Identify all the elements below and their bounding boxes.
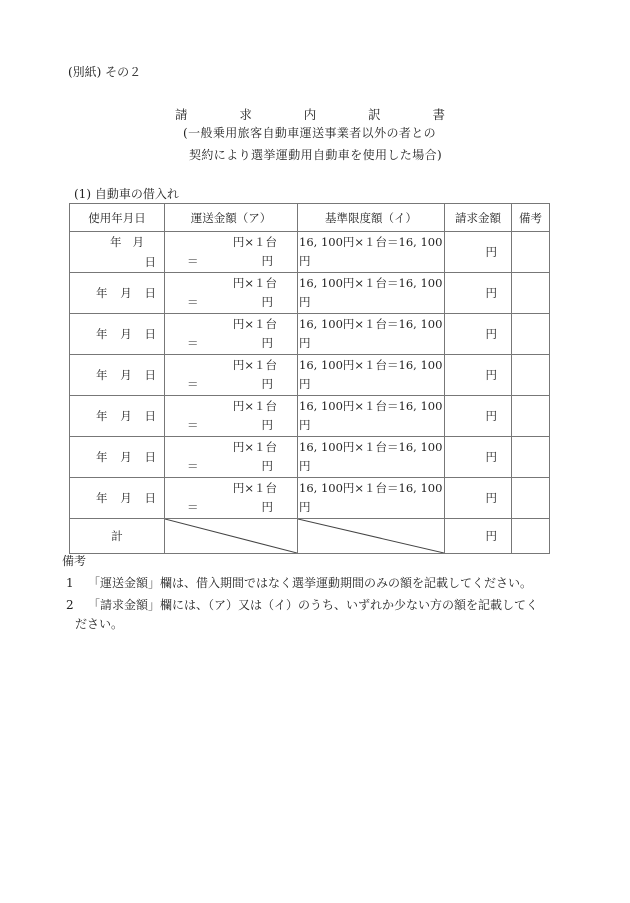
remarks-cell[interactable] <box>512 273 550 314</box>
table-row <box>70 478 550 519</box>
note-item-continuation: ださい。 <box>75 617 124 631</box>
total-claim-cell[interactable]: 円 <box>445 519 512 554</box>
claim-cell[interactable]: 円 <box>445 478 512 519</box>
subtitle-line-1: (一般乗用旅客自動車運送事業者以外の者との <box>183 126 437 140</box>
notes-heading: 備考 <box>62 554 87 568</box>
total-limit-crossed <box>298 519 445 554</box>
note-item: 2 「請求金額」欄には、（ア）又は（イ）のうち、いずれか少ない方の額を記載してく <box>66 598 539 612</box>
note-item: 1 「運送金額」欄は、借入期間ではなく選挙運動期間のみの額を記載してください。 <box>66 576 533 590</box>
total-remarks-cell[interactable] <box>512 519 550 554</box>
table-row <box>70 396 550 437</box>
table-row <box>70 355 550 396</box>
fare-cell[interactable]: 円×１台 ＝ 円 <box>165 314 298 355</box>
total-row <box>70 519 550 554</box>
fare-cell[interactable]: 円×１台 ＝ 円 <box>165 232 298 273</box>
remarks-cell[interactable] <box>512 314 550 355</box>
table-row <box>70 437 550 478</box>
subtitle-line-2: 契約により選挙運動用自動車を使用した場合) <box>189 148 443 162</box>
date-cell[interactable]: 年 月 日 <box>70 437 165 478</box>
header-fare: 運送金額（ア） <box>165 204 298 232</box>
title-char: 内 <box>303 107 317 122</box>
remarks-cell[interactable] <box>512 232 550 273</box>
date-cell[interactable]: 年 月 日 <box>70 478 165 519</box>
date-cell[interactable]: 年 月 日 <box>70 232 165 273</box>
remarks-cell[interactable] <box>512 396 550 437</box>
claim-cell[interactable]: 円 <box>445 437 512 478</box>
limit-cell: 16, 100円×１台＝16, 100 円 <box>298 437 445 478</box>
date-cell[interactable]: 年 月 日 <box>70 396 165 437</box>
fare-cell[interactable]: 円×１台 ＝ 円 <box>165 478 298 519</box>
date-cell[interactable]: 年 月 日 <box>70 355 165 396</box>
breakdown-table <box>69 203 550 554</box>
header-claim: 請求金額 <box>445 204 512 232</box>
annex-label: (別紙) その２ <box>68 65 142 79</box>
limit-cell: 16, 100円×１台＝16, 100 円 <box>298 232 445 273</box>
title-char: 求 <box>239 107 252 122</box>
claim-cell[interactable]: 円 <box>445 396 512 437</box>
limit-cell: 16, 100円×１台＝16, 100 円 <box>298 396 445 437</box>
document-title <box>175 105 445 123</box>
section-heading: (1) 自動車の借入れ <box>74 187 179 201</box>
title-char: 請 <box>175 107 188 122</box>
diagonal-strike-icon <box>298 519 444 553</box>
fare-cell[interactable]: 円×１台 ＝ 円 <box>165 437 298 478</box>
limit-cell: 16, 100円×１台＝16, 100 円 <box>298 314 445 355</box>
claim-cell[interactable]: 円 <box>445 232 512 273</box>
remarks-cell[interactable] <box>512 478 550 519</box>
date-cell[interactable]: 年 月 日 <box>70 314 165 355</box>
remarks-cell[interactable] <box>512 437 550 478</box>
table-header-row <box>70 204 550 232</box>
fare-cell[interactable]: 円×１台 ＝ 円 <box>165 355 298 396</box>
fare-cell[interactable]: 円×１台 ＝ 円 <box>165 273 298 314</box>
diagonal-strike-icon <box>165 519 297 553</box>
claim-cell[interactable]: 円 <box>445 355 512 396</box>
limit-cell: 16, 100円×１台＝16, 100 円 <box>298 478 445 519</box>
limit-cell: 16, 100円×１台＝16, 100 円 <box>298 355 445 396</box>
table-row <box>70 273 550 314</box>
remarks-cell[interactable] <box>512 355 550 396</box>
header-limit: 基準限度額（イ） <box>298 204 445 232</box>
total-label: 計 <box>70 519 165 554</box>
date-cell[interactable]: 年 月 日 <box>70 273 165 314</box>
header-date: 使用年月日 <box>70 204 165 232</box>
total-fare-crossed <box>165 519 298 554</box>
limit-cell: 16, 100円×１台＝16, 100 円 <box>298 273 445 314</box>
claim-cell[interactable]: 円 <box>445 273 512 314</box>
title-char: 訳 <box>368 107 381 122</box>
title-char: 書 <box>432 107 445 122</box>
table-row <box>70 232 550 273</box>
table-row <box>70 314 550 355</box>
fare-cell[interactable]: 円×１台 ＝ 円 <box>165 396 298 437</box>
header-remarks: 備考 <box>512 204 550 232</box>
claim-cell[interactable]: 円 <box>445 314 512 355</box>
